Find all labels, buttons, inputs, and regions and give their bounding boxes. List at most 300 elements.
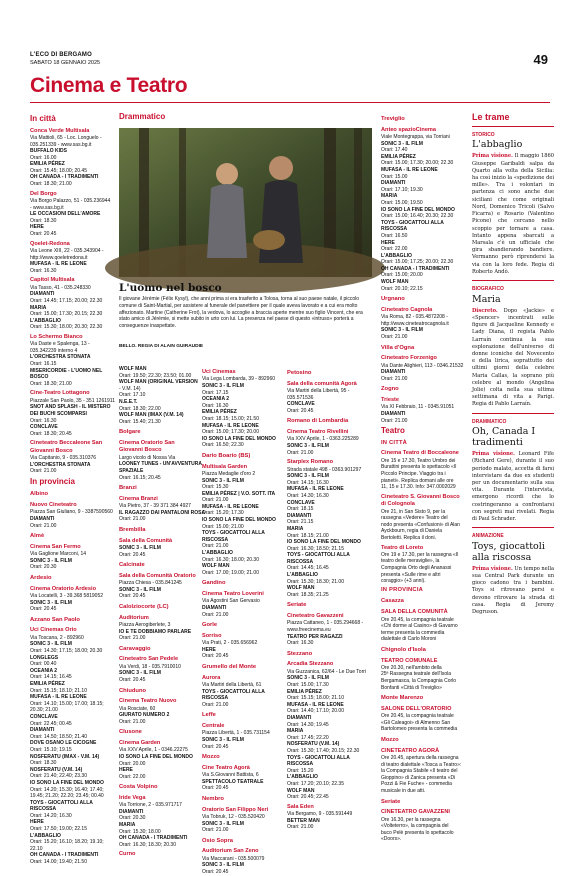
showtime-line: Orari: 18.15; 15.00; 21.50	[202, 415, 259, 422]
venue-name: Brembilla	[119, 526, 146, 533]
listings-column-d	[287, 366, 369, 840]
film-title: WOLF MAN	[287, 787, 315, 794]
section-title: Cinema e Teatro	[30, 74, 188, 97]
showtime-line: Orari: 21.00	[202, 701, 229, 708]
showtime-line: la Compagnia Stabile «Il teatro del	[381, 768, 458, 775]
review-title: Toys, giocattoli alla riscossa	[472, 540, 545, 563]
film-title: IO SONO LA FINE DEL MONDO	[30, 779, 104, 786]
venue-name: Monte Marenzo	[381, 695, 424, 702]
film-title: SONIC 3 - IL FILM	[381, 327, 423, 334]
venue-name: Mozzo	[202, 754, 220, 761]
film-title: BETTER MAN	[287, 817, 320, 824]
film-title: EMILIA PÉREZ	[30, 161, 65, 168]
page-number: 49	[533, 52, 548, 67]
showtime-line: Orari: 18.30; 20.45	[30, 430, 72, 437]
showtime-line: Orari: 15.00; 20.00	[381, 272, 423, 279]
venue-sub: Cine Teatro Agorà	[202, 764, 250, 771]
film-title: SONIC 3 - IL FILM	[202, 737, 244, 744]
showtime-line: Orari: 18.30; 22.00	[119, 405, 161, 412]
film-title: WOLF MAN (ORIGINAL VERSION	[119, 379, 198, 386]
venue-name: Clusone	[119, 729, 142, 736]
showtime-line: Orari: 17.00; 19.00; 21.00	[202, 569, 259, 576]
showtime-line: Via Verdi, 18 - 035.7910010	[119, 663, 181, 670]
film-title: IO SONO LA FINE DEL MONDO	[119, 753, 193, 760]
film-title: WOLF MAN	[287, 585, 315, 592]
venue-name: Gandino	[202, 580, 226, 587]
venue-name: Mozzo	[381, 737, 399, 744]
film-title: SONIC 3 - IL FILM	[119, 670, 161, 677]
film-title: CONCLAVE	[287, 401, 315, 408]
film-title: OH CANADA - I TRADIMENTI	[30, 174, 99, 181]
film-title: RISCOSSA	[287, 761, 314, 768]
film-title: OCEANIA 2	[202, 396, 230, 403]
film-title: LE OCCASIONI DELL'AMORE	[30, 211, 101, 218]
showtime-line: Bartolomeo presenta la commedia	[381, 726, 458, 733]
film-title: MUFASA - IL RE LEONE	[381, 166, 438, 173]
film-title: L'ABBAGLIO	[30, 832, 61, 839]
film-title: BUFFALO KIDS	[30, 148, 67, 155]
showtime-line: Orari: 14.10; 15.00; 17.00; 18.15;	[30, 700, 104, 707]
showtime-line: Orari: 21.00	[381, 334, 408, 341]
venue-name: Calcinate	[119, 562, 145, 569]
film-title: SONIC 3 - IL FILM	[119, 586, 161, 593]
venue-name: Caravaggio	[119, 645, 151, 652]
review-body: Il maggio 1860 Giuseppe Garibaldi salpa da Quarto alla volta della Sicilia: ha così inizio la «spedizione dei mille». Tra i volontari in partenza ci sono anche due siciliani che come originali Nord, Domenico Tricoli (Salvo Ficarra) e Rosario (Valentino Picone) che cercano nello scoppio per tornare a casa. Intanto appena sbarcati a Marsala c'è un ufficiale che gira sbandierando bandiere. Vermanno però riprendersi la via con la loro fede. Regia di Roberto Andò.	[472, 153, 554, 275]
publication-date: SABATO 18 GENNAIO 2025	[30, 59, 101, 66]
film-title: SPAZIALE	[119, 467, 144, 474]
showtime-line: Ore 15 e 17.30, Teatro Umbro dei	[381, 457, 456, 464]
film-title: OH CANADA - I TRADIMENTI	[381, 265, 450, 272]
venue-sub: Sala della Comunità Oratorio	[119, 572, 196, 579]
film-title: RISCOSSA	[30, 806, 57, 813]
showtime-line: - V.M. 14)	[119, 385, 141, 392]
venue-name: Leffe	[202, 712, 216, 719]
film-title: TEATRO PER RAGAZZI	[287, 633, 343, 640]
masthead	[30, 52, 100, 67]
film-title: TOYS - GIOCATTOLI ALLA	[381, 219, 444, 226]
showtime-line: Via Toscana, 2 - 892960	[30, 634, 84, 641]
showtime-line: Orari: 14.50; 18.50; 21.40	[30, 733, 87, 740]
film-title: RISCOSSA	[202, 536, 229, 543]
showtime-line: Orari: 15.00; 19.50	[381, 199, 423, 206]
film-title: HERE	[119, 767, 133, 774]
venue-name: Lo Schermo Bianco	[30, 333, 83, 340]
showtime-line: nodo presenta «Confusioni» di Alan	[381, 521, 460, 528]
film-title: DIAMANTI	[287, 715, 312, 721]
showtime-line: Orari: 15.00; 17.25; 20.00; 22.30	[381, 259, 454, 266]
showtime-line: Via XI Febbraio, 11 - 0345.91051	[381, 404, 455, 411]
heading-le-trame: Le trame	[472, 112, 554, 127]
showtime-line: Via Martiri della Libertà, 95 -	[287, 388, 350, 395]
venue-sub: Cineteatro Gavazzeni	[287, 613, 344, 620]
venue-sub: CINETEATRO AGORÀ	[381, 747, 440, 754]
film-title: GIURATO NUMERO 2	[119, 712, 170, 719]
film-title: TOYS - GIOCATTOLI ALLA	[287, 754, 350, 761]
showtime-line: Orari: 18.15	[287, 506, 314, 513]
venue-sub: Cineteatro Cagnola	[381, 306, 433, 313]
review-text	[472, 566, 554, 617]
showtime-line: 22.10	[30, 845, 43, 852]
film-title: DEI BUCHI SCOMPARSI	[30, 410, 87, 417]
showtime-line: Via S.Giovanni Battista, 6	[202, 772, 259, 779]
showtime-line: teatro delle meraviglie», la	[381, 558, 440, 565]
film-title: MARIA	[30, 304, 47, 311]
heading-teatro: Teatro	[381, 426, 405, 436]
showtime-line: «Gli Caleagoi» di Almenno San	[381, 719, 451, 726]
showtime-line: Orari: 20.45	[287, 407, 314, 414]
listings-column-city	[30, 112, 115, 866]
showtime-line: di teatro dialettale «Tosca a Teatro»:	[381, 761, 462, 768]
review-body: Un tempo nella sua Central Park durante un gioco cadono tra i bambini. Toys si ritrovano persi e devono ritrovare la strada di casa. Regia di Jeremy Degruson.	[472, 565, 554, 616]
venue-sub: Cineteatro Forzenigo	[381, 355, 437, 362]
showtime-line: Via Locatelli, 3 - 39.368 5819052	[30, 593, 104, 600]
showtime-line: Orari: 21.40; 22.40; 23.30	[30, 773, 87, 780]
showtime-line: Orari: 18.30	[30, 217, 57, 224]
showtime-line: Orari: 16.30; 18.00; 20.30	[202, 556, 259, 563]
film-title: OCEANIA 2	[30, 667, 58, 674]
venue-sub: Cinema Oratorio Ardesio	[30, 585, 96, 592]
film-title: IO E TE DOBBIAMO PARLARE	[119, 628, 192, 635]
listings-column-b	[119, 366, 206, 858]
venue-sub: Cinema Branzi	[119, 495, 158, 502]
showtime-line: Piazza Cattaneo, 1 - 035.294668 -	[287, 620, 364, 627]
showtime-line: pianeti». Replica domani alle ore	[381, 477, 454, 484]
venue-sub: Cinema Teatro Loverini	[202, 591, 264, 598]
film-title: HERE	[381, 239, 395, 246]
showtime-line: Orari: 15.00; 17.30; 20.00	[202, 429, 259, 436]
venue-name: Conca Verde Multisala	[30, 127, 90, 134]
film-title: LOONEY TUNES - UN'AVVENTURA	[119, 461, 202, 468]
film-title: SONIC 3 - IL FILM	[119, 544, 161, 551]
film-title: HERE	[30, 224, 44, 231]
venue-sub: SALONE DELL'ORATORIO	[381, 705, 452, 712]
venue-sub: Uci Cinemas	[202, 369, 236, 375]
showtime-line: Orari: 15.20; 17.30	[202, 510, 244, 517]
venue-name: Curno	[119, 851, 136, 858]
showtime-line: Ore 21, in San Sisto 9, per la	[381, 508, 446, 515]
review-text	[472, 153, 554, 276]
showtime-line: Orari: 15.30; 18.00; 20.30; 22.30	[30, 324, 103, 331]
showtime-line: Orari: 14.20; 16.30	[30, 812, 72, 819]
showtime-line: Via Lega Lombarda, 39 - 892960	[202, 376, 276, 383]
showtime-line: Pozzi & Fie Fuche» - commedia	[381, 781, 452, 788]
venue-name: Urgnano	[381, 296, 405, 303]
showtime-line: 035.571536	[287, 394, 314, 401]
showtime-line: Orari: 17.45; 22.20	[287, 734, 329, 741]
film-title: SONIC 3 - IL FILM	[287, 473, 329, 480]
showtime-line: Strada statale 498 - 0363.901297	[287, 466, 362, 473]
showtime-line: Ore 20.45, apertura della rassegna	[381, 755, 459, 762]
venue-name: Ardesio	[30, 575, 52, 582]
showtime-line: Orari: 20.45	[202, 743, 229, 750]
showtime-line: Bonfanti «Città di Treviglio»	[381, 684, 442, 691]
venue-name: Villa d'Ogna	[381, 344, 415, 351]
showtime-line: Orari: 15.00	[381, 173, 408, 180]
showtime-line: Orari: 21.00	[287, 449, 314, 456]
venue-name: Bolgare	[119, 429, 141, 436]
showtime-line: terme presenta la commedia	[381, 629, 445, 636]
showtime-line: Via Torrione, 2 - 035.971717	[119, 802, 182, 809]
showtime-line: Orari: 16.50; 22.30	[202, 442, 244, 449]
venue-name: Cineteatro S. Giovanni Bosco di Colognola	[381, 493, 460, 508]
showtime-line: Via Prati, 2 - 035.656962	[202, 640, 258, 647]
showtime-line: Ayckbourn, regia di Daniela	[381, 528, 443, 535]
venue-sub: Sala della Comunità	[119, 537, 173, 544]
showtime-line: Orari: 14.45; 16.45	[287, 565, 329, 572]
showtime-line: Orari: 16.30	[30, 417, 57, 424]
venue-name: Casazza	[381, 598, 404, 605]
showtime-line: Orari: 14.30; 19.45	[287, 721, 329, 728]
review-lead: Prima visione.	[472, 565, 513, 572]
showtime-line: Ore 20.45, la compagnia teatrale	[381, 616, 454, 623]
venue-name: Albino	[30, 491, 49, 498]
showtime-line: 20.30; 21.00	[30, 707, 58, 714]
venue-name: Calolziocorte (LC)	[119, 603, 169, 610]
showtime-line: Via Tasso, 41 - 035.248330	[30, 284, 91, 291]
venue-name: Teatro di Loreto	[381, 544, 424, 551]
film-title: L'ABBAGLIO	[202, 550, 233, 557]
showtime-line: Ore 16.30, per la rassegna	[381, 816, 441, 823]
showtime-line: «Chi dorme al Casino» di Gavarno	[381, 623, 458, 630]
header-rule	[30, 102, 550, 103]
review-title: Oh, Canada I tradimenti	[472, 426, 536, 449]
showtime-line: Orari: 21.00	[119, 718, 146, 725]
showtime-line: Orari: 14.20; 15.30; 16.40; 17.40;	[30, 786, 104, 793]
film-title: TOYS - GIOCATTOLI ALLA	[202, 688, 265, 695]
venue-name: Costa Volpino	[119, 784, 158, 791]
showtime-line: coraggio» (+3 anni).	[381, 578, 426, 585]
showtime-line: Orari: 17.50; 19.00; 22.15	[30, 826, 87, 833]
showtime-line: Orari: 18.15; 21.00	[287, 532, 329, 539]
venue-sub: Arcadia Stezzano	[287, 661, 334, 668]
film-title: OH CANADA - I TRADIMENTI	[30, 852, 99, 859]
showtime-line: Orari: 21.00	[381, 417, 408, 424]
showtime-line: Orari: 16.15; 20.45	[119, 474, 161, 481]
showtime-line: 11, 15 e 17.30. Info: 347.0002029	[381, 484, 456, 491]
showtime-line: www.freecinema.eu	[287, 627, 331, 634]
film-title: DIAMANTI	[381, 180, 406, 187]
showtime-line: Via Martiri della Libertà, 61	[202, 682, 262, 689]
showtime-line: Piazza Aerogiberlete, 3	[119, 621, 171, 628]
showtime-line: Orari: 21.00	[202, 611, 229, 618]
film-title: HERE	[30, 819, 44, 826]
showtime-line: Via Daste e Spalenga, 13 -	[30, 341, 90, 348]
venue-sub: Starplex Romano	[287, 459, 334, 466]
film-title: TOYS - GIOCATTOLI ALLA	[30, 799, 93, 806]
film-title: SONIC 3 - IL FILM	[287, 675, 329, 682]
film-title: RISCOSSA	[381, 226, 408, 233]
film-title: MARIA	[287, 525, 304, 532]
film-title: RISCOSSA	[202, 695, 229, 702]
venue-name: Chiuduno	[119, 687, 147, 694]
showtime-line: Via Gaglione Marconi, 14	[30, 551, 87, 558]
showtime-line: 25ª Rassegna teatrale dell'Isola	[381, 671, 452, 678]
venue-sub: Anteo spazioCinema	[381, 126, 437, 133]
showtime-line: Orari: 15.40; 21.30	[119, 418, 161, 425]
showtime-line: Orari: 19.50; 22.30; 23.50; 01.00	[119, 372, 192, 379]
showtime-line: Orari: 14.00; 19.40; 21.50	[30, 859, 87, 866]
showtime-line: Orari: 20.45	[30, 606, 57, 613]
showtime-line: Piazza San Giuliano, 9 - 3387590560	[30, 509, 113, 516]
showtime-line: Piazza Chiesa - 035.841245	[119, 580, 182, 587]
showtime-line: Orari: 15.30; 18.30; 21.00	[287, 578, 344, 585]
showtime-line: Bergamasca, la Compagnia Corlo	[381, 678, 457, 685]
showtime-line: - www.sas.bg.it	[30, 204, 64, 211]
venue-name: Treviglio	[381, 116, 405, 122]
showtime-line: Orari: 15.00; 17.30; 20.00; 22.30	[381, 160, 454, 167]
showtime-line: Piccolo Principe. Viaggio tra i	[381, 471, 446, 477]
film-title: DIAMANTI	[30, 516, 55, 523]
showtime-line: Orari: 16.00	[30, 154, 57, 161]
venue-sub: Trieste	[381, 397, 400, 404]
showtime-line: Orari: 20.45	[119, 593, 146, 600]
heading-teatro-citta: IN CITTÀ	[381, 439, 408, 446]
venue-sub: Oratorio San Filippo Neri	[202, 806, 269, 813]
showtime-line: presenta «Sulle rime e altri	[381, 571, 441, 578]
showtime-line: Orari: 21.00	[119, 516, 146, 523]
showtime-line: Orari: 16.30	[30, 267, 57, 274]
showtime-line: Orari: 16.15	[30, 361, 57, 368]
venue-name: Del Borgo	[30, 190, 57, 197]
venue-sub: Iride Vega	[119, 794, 146, 801]
showtime-line: Orari: 14.15; 16.45	[30, 674, 72, 681]
film-title: BOSCO	[30, 374, 49, 381]
review-genre: ANIMAZIONE	[472, 533, 504, 540]
venue-sub: Aurora	[202, 674, 221, 681]
review-divider	[472, 280, 554, 281]
venue-sub: Cinema Teatro Rivellini	[287, 429, 349, 436]
venue-name: Chignolo d'Isola	[381, 646, 426, 653]
review-title: L'abbaglio	[472, 139, 523, 151]
venue-sub: Sala della comunità Agorà	[287, 380, 357, 387]
listings-column-e	[381, 112, 465, 843]
showtime-line: Orari: 21.15	[287, 519, 314, 526]
film-title: TOYS - GIOCATTOLI ALLA	[202, 530, 265, 537]
showtime-line: Orari: 22.00	[119, 773, 146, 780]
film-title: SONIC 3 - IL FILM	[30, 641, 72, 648]
review-genre: STORICO	[472, 131, 495, 138]
venue-name: Cine-Teatro Lottagono	[30, 390, 90, 397]
venue-sub: Cinema San Fermo	[30, 543, 81, 550]
film-title: RISCOSSA	[287, 558, 314, 565]
venue-name: Branzi	[119, 485, 137, 492]
review-lead: Prima visione.	[472, 451, 515, 458]
showtime-line: Piazzale San Paolo, 35 - 351 1261911	[30, 397, 115, 404]
film-title: NOSFERATU (V.M. 14)	[30, 766, 83, 773]
showtime-line: Gioppino» di Zanica presenta «Di	[381, 774, 456, 781]
film-title: MARIA	[119, 822, 136, 829]
review-body: Leonard Fife (Richard Gere), durante il suo periodo malato, accetta di farsi intervistare da due ex studenti per un documentario sulla sua vita. Durante l'intervista, emergono ricordi che lo costringeranno a confrontarsi con segreti mai rivelati. Regia di Paul Schrader.	[472, 451, 554, 523]
review-text	[472, 308, 554, 409]
film-title: SPETTACOLO TEATRALE	[202, 778, 264, 785]
showtime-line: Orari: 20.10; 22.15	[381, 285, 423, 292]
film-title: MUFASA - IL RE LEONE	[30, 261, 87, 268]
showtime-line: Orari: 22.00	[381, 246, 408, 253]
showtime-line: musicale in due atti.	[381, 788, 426, 795]
showtime-line: Via Tobruk, 12 - 035.520420	[202, 814, 265, 821]
showtime-line: Piazza Medaglie d'oro 2	[202, 470, 256, 477]
showtime-line: Viale Montegrappa, via Torriani	[381, 134, 450, 141]
film-title: NOSFERATU (IMAX - V.M. 14)	[30, 753, 100, 760]
venue-sub: Uci Cinemas Orio	[30, 627, 77, 634]
review-title: Maria	[472, 293, 501, 305]
heading-in-provincia: In provincia	[30, 476, 75, 486]
showtime-line: Via Rosciate, 60	[119, 705, 156, 712]
showtime-line: Orari: 17.10	[119, 392, 146, 399]
showtime-line: Via Maccarani - 035.500079	[202, 855, 265, 862]
venue-sub: CINETEATRO GAVAZZENI	[381, 809, 450, 816]
showtime-line: Compagnia Orto degli Ananassi	[381, 565, 452, 572]
showtime-line: Orari: 15.30; 18.00	[119, 828, 161, 835]
showtime-line: Orari: 14.15; 16.30	[287, 479, 329, 486]
showtime-line: Orari: 14.30; 16.30	[287, 492, 329, 499]
film-title: MUFASA - IL RE LEONE	[30, 694, 87, 701]
film-title: SONIC 3 - IL FILM	[287, 443, 329, 449]
showtime-line: Orari: 15.20	[287, 767, 314, 774]
showtime-line: Orari: 21.00	[30, 468, 57, 475]
review-divider	[472, 413, 554, 414]
showtime-line: Orari: 15.30; 17.40; 20.15; 22.30	[287, 747, 360, 754]
showtime-line: Orari: 18.30; 21.00	[30, 380, 72, 387]
showtime-line: Orari: 21.00	[287, 824, 314, 831]
showtime-line: Orari: 17.20; 20.10; 22.35	[287, 780, 344, 787]
review-lead: Prima visione.	[472, 153, 513, 160]
showtime-line: Via Pietro, 37 - 39 371 384 4927	[119, 503, 191, 510]
venue-name: Nembro	[202, 796, 224, 802]
venue-name: Seriate	[287, 602, 307, 609]
showtime-line: Orari: 15.20; 16.10; 18.20; 19.10;	[30, 839, 104, 846]
film-title: L'ABBAGLIO	[287, 572, 318, 579]
venue-sub: Cinema Garden	[119, 739, 161, 746]
venue-name: Gorle	[202, 622, 218, 629]
film-title: LONGLEGS	[30, 654, 59, 661]
showtime-line: Orari: 15.15; 18.10; 21.10	[30, 687, 87, 694]
film-title: DIAMANTI	[202, 605, 227, 612]
film-title: EMILIA PÉREZ	[30, 681, 65, 687]
showtime-line: buco Pelè presenta lo spettacolo	[381, 829, 454, 836]
showtime-line: Via Capitanio, 9 - 035.310376	[30, 455, 97, 462]
film-title: MUFASA - IL RE LEONE	[287, 701, 344, 708]
film-title: MUFASA - IL RE LEONE	[202, 503, 259, 510]
showtime-line: Orari: 14.45; 17.15; 20.00; 22.30	[30, 297, 103, 304]
showtime-line: Orari: 16.30; 18.30; 20.30	[119, 841, 176, 848]
venue-name: Petosino	[287, 370, 312, 376]
film-title: L'ORCHESTRA STONATA	[30, 461, 91, 468]
film-title: WOLF MAN	[119, 366, 147, 372]
film-title: EMILIA PÉREZ	[381, 153, 416, 160]
showtime-line: Orari: 18.30	[30, 760, 57, 767]
showtime-line: Via Mattioli, 65 - Loc. Longuelo -	[30, 134, 102, 141]
showtime-line: Orari: 18.35; 21.25	[287, 591, 329, 598]
venue-sub: Sala Eden	[287, 803, 314, 810]
venue-sub: SALA DELLA COMUNITÀ	[381, 609, 448, 616]
showtime-line: «Doors».	[381, 836, 402, 843]
showtime-line: Orari: 15.00; 16.40; 20.30; 22.30	[381, 213, 454, 220]
film-title: DIAMANTI	[381, 369, 406, 376]
venue-sub: Cineteatro San Pedele	[119, 656, 179, 663]
film-title: CONCLAVE	[287, 499, 315, 506]
showtime-line: 035.251339 - www.sas.bg.it	[30, 141, 92, 148]
showtime-line: Via Bergamo, 9 - 035.591449	[287, 811, 353, 818]
film-title: IO SONO LA FINE DEL MONDO	[202, 435, 276, 442]
venue-sub: Multisala Garden	[202, 463, 248, 470]
feature-synopsis: Il giovane Jérémie (Félix Kysyl), che anni prima si era trasferito a Tolosa, torna al suo paese natale, il piccolo comune di Saint-Martial, per assistere al funerale del panettiere per il quale aveva lavorato e a cui era molto affezionato. Martine (Catherine Frot), la vedova, lo accoglie a braccia aperte mentre suo figlio Vincent, che era stato amico di Jérémie, si mette subito in urto con lui. La presenza nel paese di questo «intruso» porterà a conseguenze inaspettate.	[119, 296, 363, 329]
review-divider	[472, 527, 554, 528]
film-title: MARIA	[381, 193, 398, 200]
heading-in-citta: In città	[30, 114, 56, 123]
showtime-line: Via Dante Alighieri, 113 - 0346.21532	[381, 362, 464, 369]
film-title: IO SONO LA FINE DEL MONDO	[381, 206, 455, 213]
